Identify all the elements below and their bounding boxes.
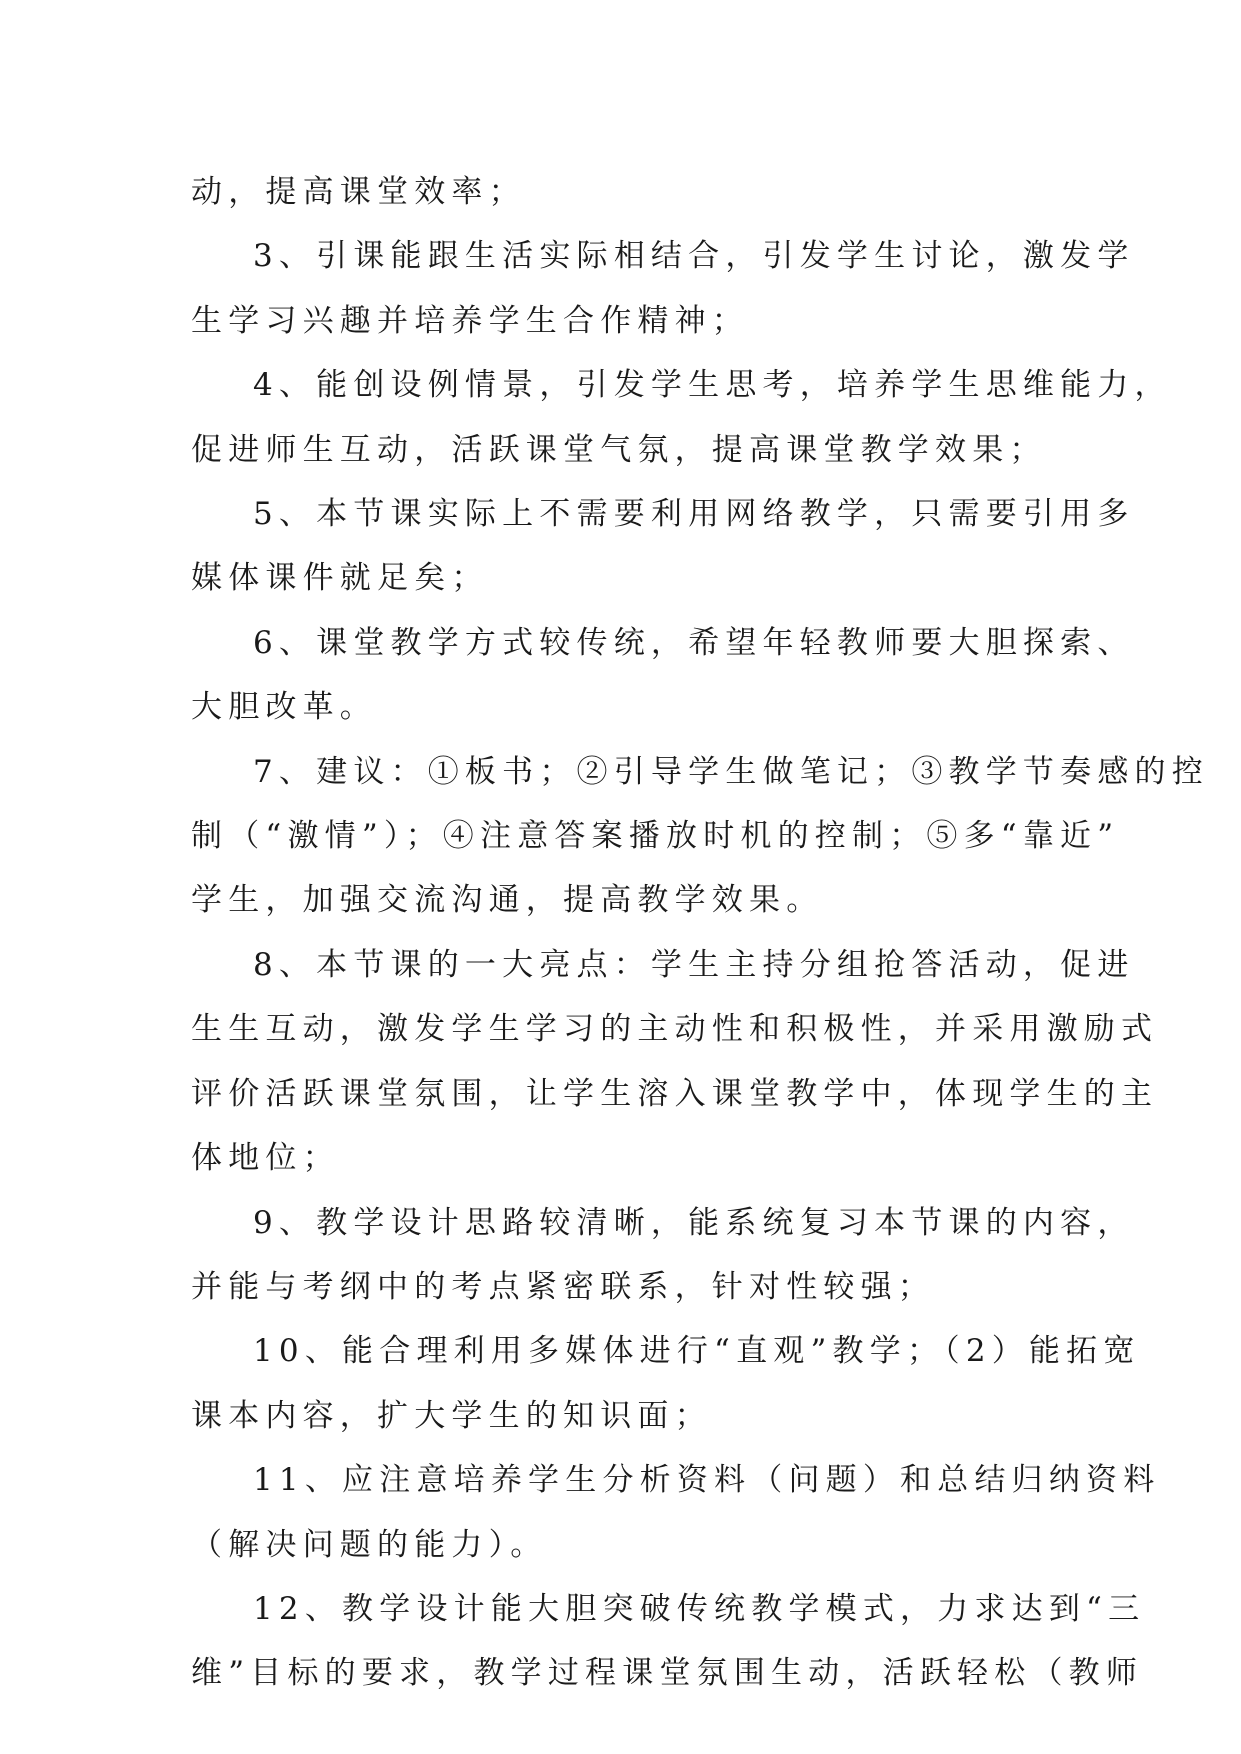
- text-line: 大胆改革。: [191, 689, 377, 726]
- text-line: 课本内容，扩大学生的知识面；: [191, 1397, 712, 1434]
- text-line: 评价活跃课堂氛围，让学生溶入课堂教学中，体现学生的主: [191, 1075, 1159, 1112]
- text-line: 5、本节课实际上不需要利用网络教学，只需要引用多: [253, 496, 1135, 533]
- text-line: 7、建议：①板书；②引导学生做笔记；③教学节奏感的控: [253, 753, 1209, 790]
- text-line: 11、应注意培养学生分析资料（问题）和总结归纳资料: [253, 1462, 1161, 1499]
- text-line: 制（“激情”）；④注意答案播放时机的控制；⑤多“靠近”: [191, 818, 1120, 855]
- text-line: 媒体课件就足矣；: [191, 560, 489, 597]
- text-line: 12、教学设计能大胆突破传统教学模式，力求达到“三: [253, 1590, 1146, 1627]
- text-line: 10、能合理利用多媒体进行“直观”教学；（2）能拓宽: [253, 1333, 1141, 1370]
- text-line: 生学习兴趣并培养学生合作精神；: [191, 302, 749, 339]
- text-line: （解决问题的能力）。: [191, 1526, 548, 1563]
- text-line: 动，提高课堂效率；: [191, 174, 526, 210]
- text-line: 生生互动，激发学生学习的主动性和积极性，并采用激励式: [191, 1011, 1159, 1048]
- text-line: 促进师生互动，活跃课堂气氛，提高课堂教学效果；: [191, 431, 1047, 468]
- text-line: 4、能创设例情景，引发学生思考，培养学生思维能力，: [253, 367, 1172, 404]
- text-line: 3、引课能跟生活实际相结合，引发学生讨论，激发学: [253, 238, 1135, 275]
- text-line: 9、教学设计思路较清晰，能系统复习本节课的内容，: [253, 1204, 1135, 1241]
- document-body: [191, 160, 1209, 1706]
- text-line: 8、本节课的一大亮点：学生主持分组抢答活动，促进: [253, 946, 1135, 983]
- text-line: 体地位；: [191, 1140, 340, 1177]
- text-line: 学生，加强交流沟通，提高教学效果。: [191, 882, 824, 919]
- text-line: 维”目标的要求，教学过程课堂氛围生动，活跃轻松（教师: [191, 1655, 1144, 1692]
- text-line: 并能与考纲中的考点紧密联系，针对性较强；: [191, 1268, 935, 1305]
- text-line: 6、课堂教学方式较传统，希望年轻教师要大胆探索、: [253, 624, 1135, 661]
